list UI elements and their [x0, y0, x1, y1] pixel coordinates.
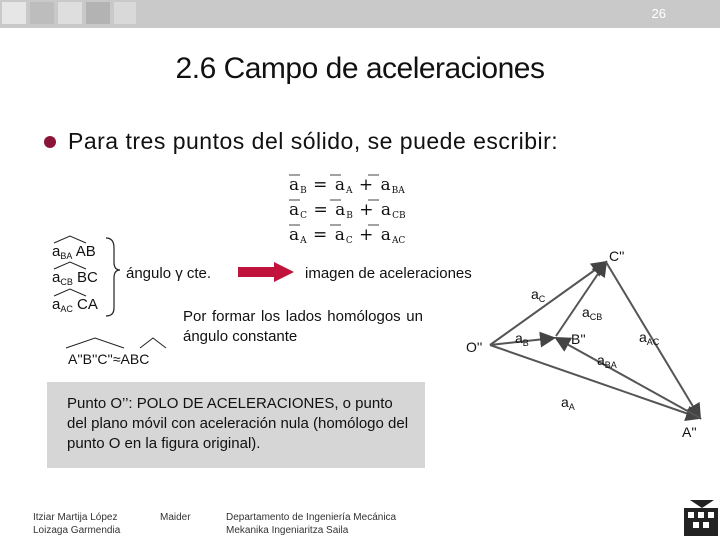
vector-acb: [556, 262, 606, 336]
footer-department: Departamento de Ingeniería Mecánica Mekanika Ingeniaritza Saila: [226, 512, 397, 536]
similarity-relation: A''B''C''≈ABC: [68, 351, 150, 367]
relation-ab: $a_{BA}$ AB: [52, 243, 96, 261]
label-aa: $a_A$: [561, 394, 575, 412]
relation-ca: $a_{AC}$ CA: [52, 296, 98, 314]
brace-icon: [106, 238, 120, 316]
equation-1: $a_B = a_A + a_{BA}$: [289, 175, 405, 196]
angle-text: ángulo γ cte.: [126, 265, 212, 282]
equation-2: $a_C = a_B + a_{CB}$: [289, 200, 406, 221]
vector-aa: [490, 345, 700, 418]
paragraph-text: Por formar los lados homólogos un ángulo constante: [183, 308, 423, 345]
slide-title: 2.6 Campo de aceleraciones: [175, 52, 545, 85]
label-ab: $a_B$: [515, 330, 529, 348]
label-o2: O'': [466, 339, 483, 355]
right-arrow-icon: [238, 262, 294, 282]
university-logo-icon: [684, 500, 718, 536]
hat-similar-left: [66, 338, 124, 348]
hat-ca: [54, 289, 86, 296]
label-acb: $a_{CB}$: [582, 304, 603, 322]
page-number: 26: [651, 6, 666, 21]
label-c2: C'': [609, 248, 625, 264]
footer-author-maider: Maider: [160, 512, 191, 523]
hat-similar-right: [140, 338, 166, 348]
imagen-label: imagen de aceleraciones: [305, 265, 472, 282]
label-ac: $a_C$: [531, 286, 546, 304]
bullet-text: Para tres puntos del sólido, se puede escribir:: [68, 128, 559, 154]
hat-bc: [54, 262, 86, 269]
label-aba: $a_{BA}$: [597, 352, 617, 370]
label-a2: A'': [682, 424, 697, 440]
vector-aba: [556, 338, 700, 418]
footer-authors: Itziar Martija López Loizaga Garmendia: [33, 512, 121, 536]
label-aac: $a_{AC}$: [639, 329, 660, 347]
relation-bc: $a_{CB}$ BC: [52, 269, 98, 287]
hat-ab: [54, 236, 86, 243]
polo-text: Punto O’’: POLO DE ACELERACIONES, o punto del plano móvil con aceleración nula (homólogo del punto O en la figura original).: [67, 395, 409, 452]
label-b2: B'': [571, 331, 586, 347]
equation-3: $a_A = a_C + a_{AC}$: [289, 225, 406, 246]
